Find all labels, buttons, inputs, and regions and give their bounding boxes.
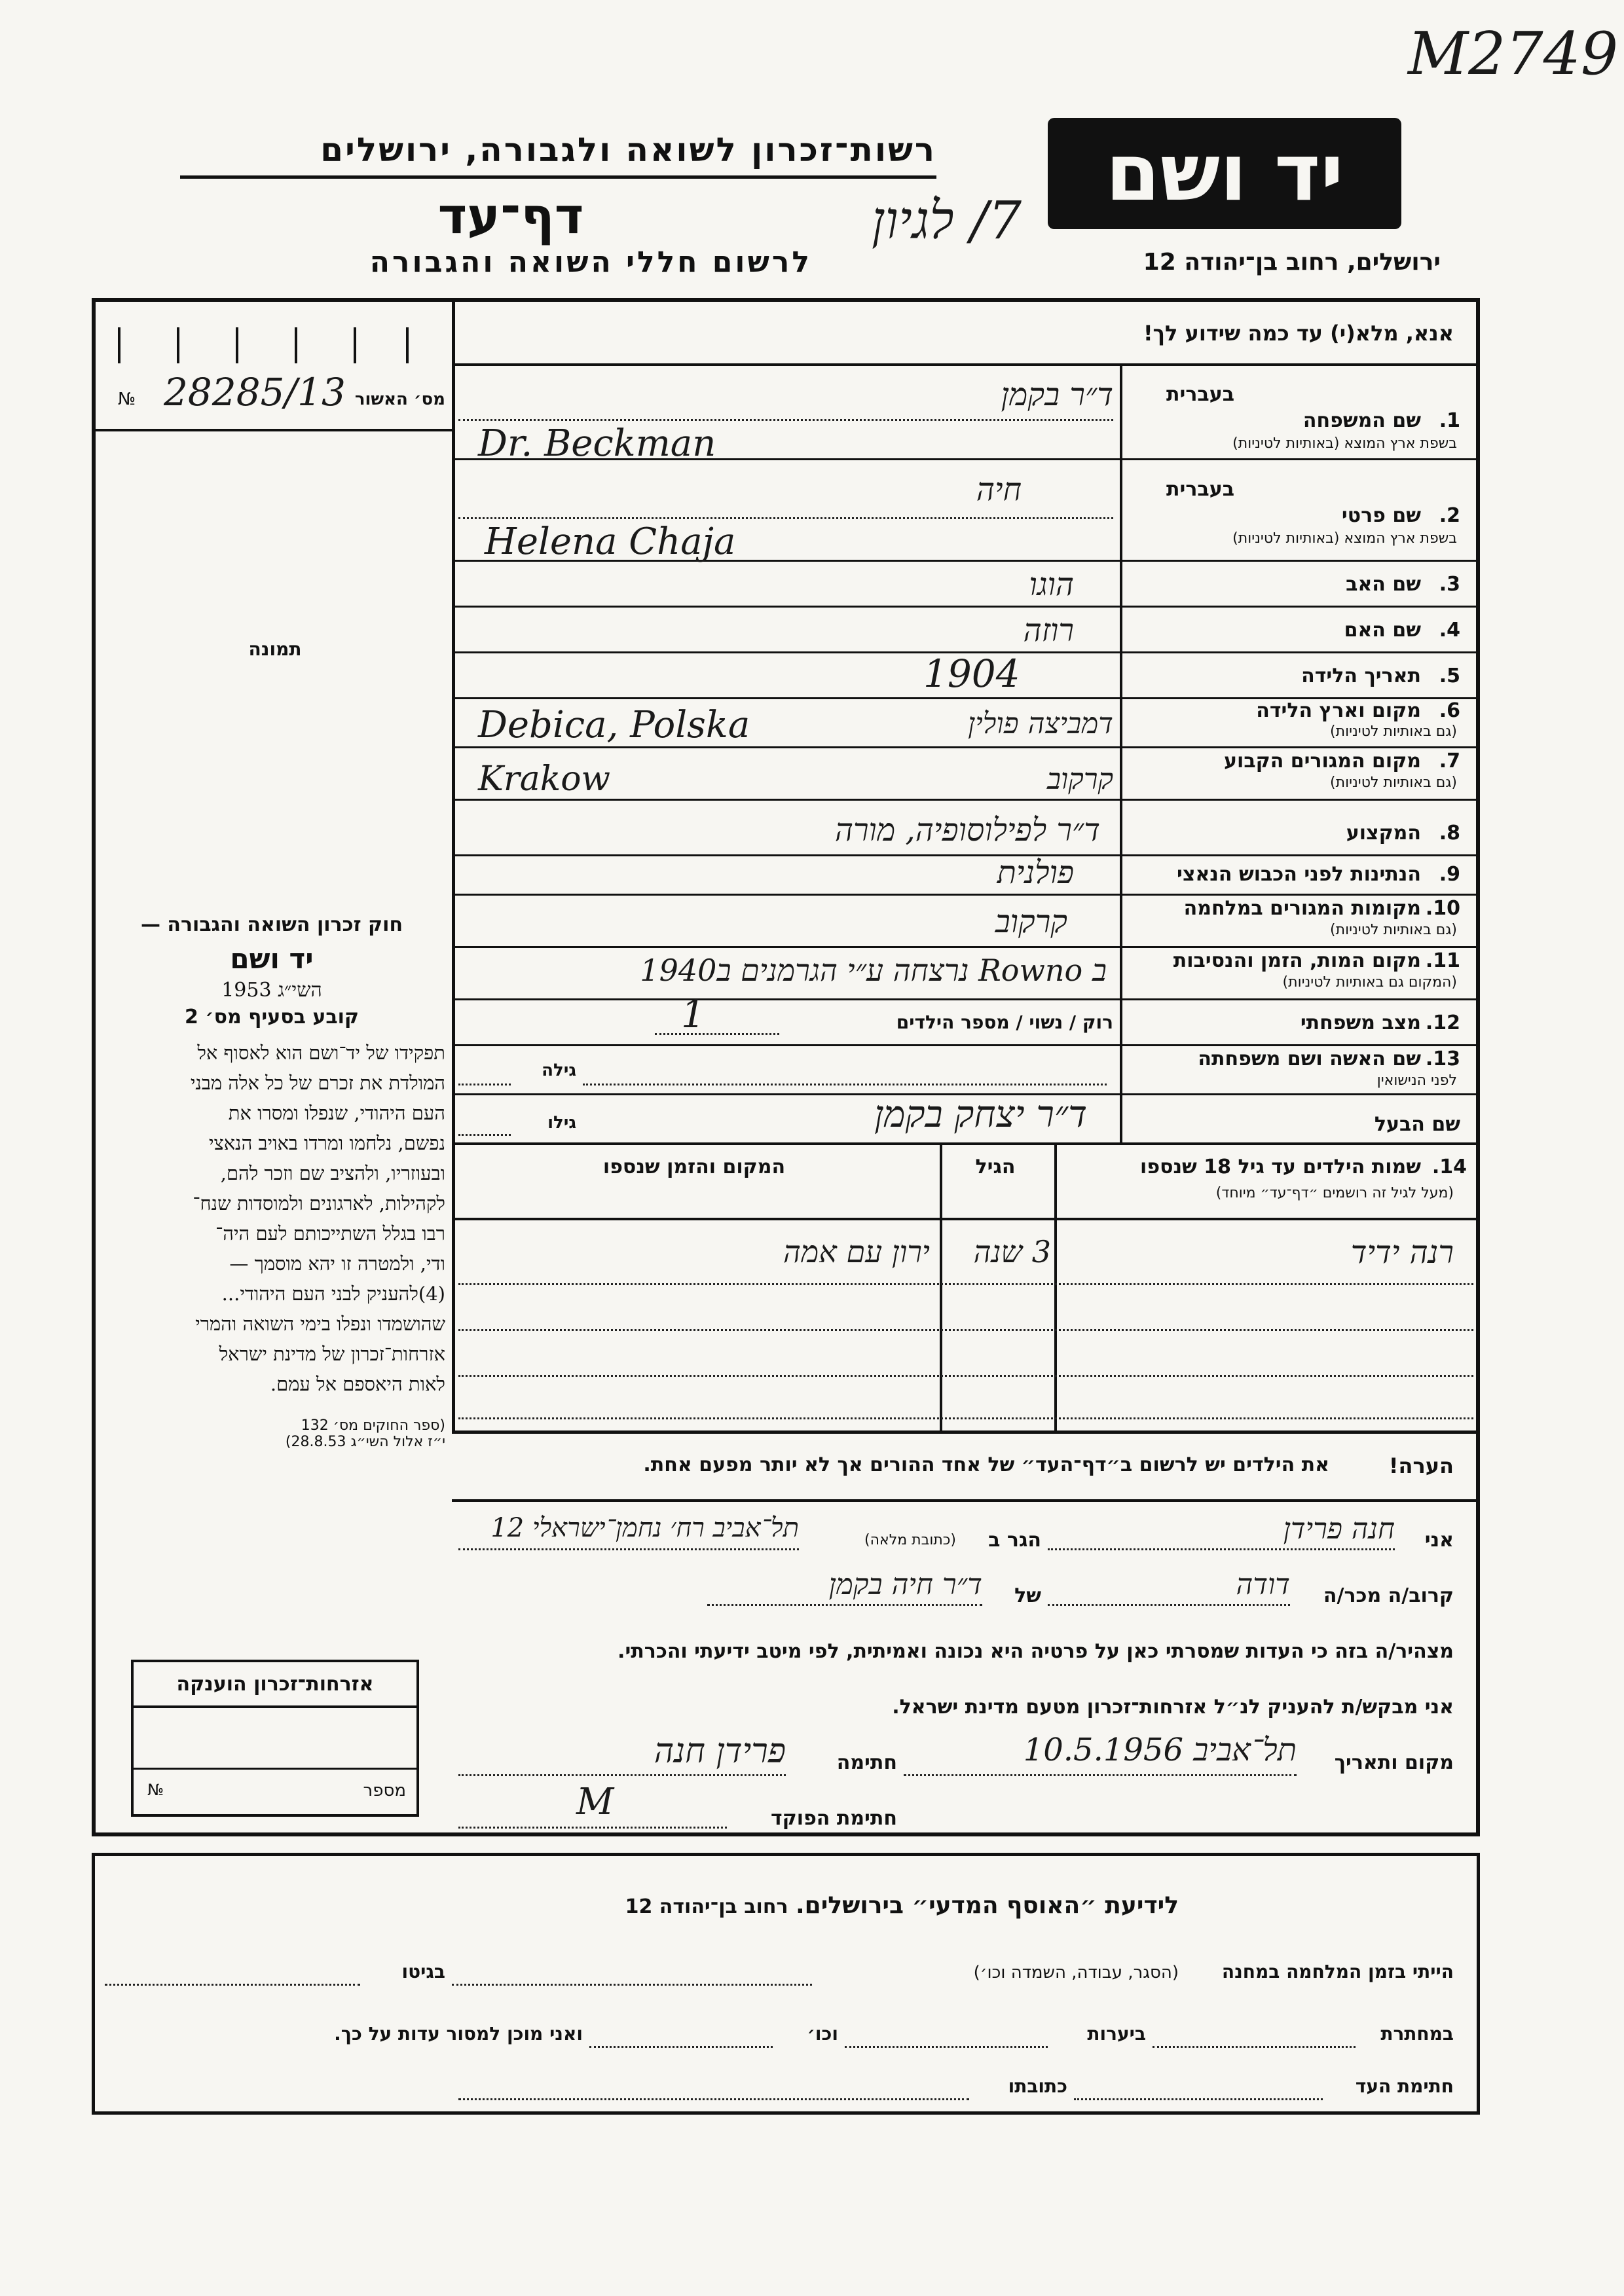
law-line: לקהילות, לארגונים ולמוסדות שנח־ [193, 1192, 445, 1214]
intro-rule [452, 363, 1480, 366]
field-5-label: תאריך הלידה [1301, 665, 1421, 687]
law-line: שהושמדו ונפלו בימי השואה והמרי [195, 1313, 445, 1335]
field-6-label: מקום וארץ הלידה [1256, 699, 1421, 722]
field-husband-value[interactable]: ד״ר יצחק בקמן [874, 1093, 1087, 1136]
bottom-line2-b-dots[interactable] [845, 2046, 1048, 2048]
field-2-sub: בשפת ארץ המוצא (באותיות לטיניות) [1232, 530, 1457, 547]
row-sep-6 [452, 746, 1480, 748]
law-line: העם היהודי, שנפלו ומסרו את [228, 1102, 445, 1124]
bottom-line2-a: במחתרת [1380, 2023, 1454, 2045]
citizenship-box-title: אזרחות־זכרון הוענקה [176, 1673, 374, 1696]
row-sep-11 [452, 998, 1480, 1000]
field-5-value[interactable]: 1904 [923, 651, 1020, 696]
field-13-label: שם האשה ושם משפחתה [1198, 1048, 1421, 1070]
law-year-heb: השי״ג [278, 979, 322, 1002]
children-title: שמות הילדים עד גיל 18 שנספו [1140, 1156, 1421, 1178]
field-7-label: מקום המגורים הקבוע [1224, 750, 1421, 773]
field-2-heb-value[interactable]: חיה [976, 471, 1022, 508]
field-13-age-dots [458, 1084, 511, 1085]
decl-relation[interactable]: דודה [1236, 1568, 1290, 1601]
field-6-sub: (גם באותיות לטיניות) [1330, 723, 1457, 740]
photo-label: תמונה [248, 638, 302, 660]
field-9-num: 9. [1439, 863, 1460, 886]
header-rule [180, 175, 936, 179]
law-line: המולדת את זכרם של כל אלה מבני [190, 1072, 445, 1094]
field-9-label: הנתינות לפני הכבוש הנאצי [1177, 863, 1421, 886]
note-bottom-rule [452, 1499, 1480, 1502]
field-4-value[interactable]: רוזה [1023, 612, 1074, 649]
law-line: לאות היאספם אל עמם. [270, 1373, 445, 1395]
row-sep-9 [452, 894, 1480, 896]
decl-resides: הגר ב [988, 1529, 1041, 1552]
field-label-divider [1120, 363, 1122, 1142]
children-col-divider-1 [1054, 1142, 1057, 1430]
children-row-3-line [458, 1375, 1473, 1377]
law-line: ודי, ולמטרה זו יהא מוסמך — [229, 1252, 445, 1275]
field-12-label: מצב משפחתי [1300, 1011, 1421, 1034]
bottom-line3-b: כתובתו [1008, 2075, 1067, 2097]
field-7-sub: (גם באותיות לטיניות) [1330, 774, 1457, 791]
field-husband-age-label: גילו [547, 1113, 576, 1133]
field-6-num: 6. [1439, 699, 1460, 722]
intro-text: אנא, מלא(י) עד כמה שידוע לך! [1143, 321, 1454, 346]
children-row-1-line [458, 1283, 1473, 1285]
row-sep-3 [452, 606, 1480, 608]
children-col-age: הגיל [975, 1156, 1016, 1178]
children-col-place: המקום והזמן שנספו [602, 1156, 786, 1178]
approval-label: מס׳ האשור [354, 390, 445, 409]
children-sub: (מעל לגיל זה רושמים ״דף־עד״ מיוחד) [1215, 1185, 1454, 1201]
law-line: (4)להעניק לבני העם היהודי... [221, 1283, 445, 1305]
field-13-sub: לפני הנישואין [1376, 1072, 1457, 1089]
field-13-num: 13. [1425, 1048, 1460, 1070]
left-column-divider [452, 298, 455, 1430]
note-label: הערה! [1388, 1453, 1454, 1478]
bottom-line2-b: ביערות [1087, 2023, 1146, 2045]
field-10-sub: (גם באותיות לטיניות) [1330, 922, 1457, 938]
field-7-heb-value[interactable]: קרקוב [1046, 763, 1113, 796]
bottom-line1-hint: (הסגר, עבודה, השמדה וכו׳) [973, 1963, 1179, 1982]
row-sep-7 [452, 799, 1480, 801]
approval-ticks [98, 314, 445, 367]
field-6-value[interactable]: Debica, Polska [478, 704, 750, 746]
approval-number[interactable]: 28285/13 [164, 370, 346, 414]
law-ref-1: (ספר החוקים מס׳ 132 [301, 1417, 445, 1434]
field-4-label: שם האם [1344, 619, 1421, 642]
bottom-line2-c: וכו׳ [807, 2023, 838, 2045]
decl-ani: אני [1424, 1529, 1454, 1552]
law-line: תפקידו של יד־ושם הוא לאסוף אל [197, 1042, 445, 1064]
decl-relation-dots [1048, 1604, 1290, 1606]
decl-officer-label: חתימת הפוקד [771, 1807, 897, 1830]
bottom-line1-ghetto-dots[interactable] [105, 1984, 360, 1986]
citizenship-box-rule [131, 1705, 419, 1708]
approval-no-mark: № [118, 390, 136, 409]
field-11-num: 11. [1425, 949, 1460, 972]
bottom-line3-a-dots[interactable] [1074, 2098, 1323, 2100]
law-section: קובע בסעיף מס׳ 2 [184, 1006, 360, 1029]
law-year-row [98, 979, 445, 1002]
decl-request: אני מבקש/ת להעניק לנ״ל אזרחות־זכרון מטעם מדינת ישראל. [892, 1696, 1454, 1719]
decl-of-label: של [1014, 1584, 1041, 1607]
decl-declarant-dots [1048, 1548, 1395, 1550]
children-col-divider-2 [940, 1142, 942, 1430]
decl-signature[interactable]: פרידן חנה [654, 1732, 786, 1771]
citizenship-box-divider [131, 1768, 419, 1770]
field-1-sub: בשפת ארץ המוצא (באותיות לטיניות) [1232, 435, 1457, 452]
field-husband-age-dots [458, 1134, 511, 1136]
decl-of-dots [707, 1604, 982, 1606]
field-10-num: 10. [1425, 897, 1460, 920]
field-1-heb-tag: בעברית [1166, 383, 1234, 406]
law-name: יד ושם [230, 943, 314, 975]
law-line: אזרחות־זכרון של מדינת ישראל [219, 1343, 445, 1365]
field-3-num: 3. [1439, 573, 1460, 596]
decl-statement: מצהיר/ה בזה כי העדות שמסרתי כאן על פרטיה היא נכונה ואמיתית, לפי מיטב ידיעתי והכרתי. [618, 1640, 1454, 1663]
decl-signature-dots [458, 1774, 786, 1776]
corner-handwritten-number: M2749 [1408, 20, 1619, 88]
law-line: רבו בגלל השתייכותם לעם היה־ [215, 1222, 445, 1245]
children-row-1-place[interactable]: ירון עם אמה [783, 1234, 930, 1269]
field-6-heb-value[interactable]: דמביצה פולין [968, 707, 1113, 740]
field-5-num: 5. [1439, 665, 1460, 687]
bottom-title: לידיעת ״האוסף המדעי״ בירושלים. [795, 1892, 1179, 1919]
field-husband-label: שם הבעל [1374, 1113, 1460, 1136]
law-line: נפשם, נלחמו ומרדו באויב הנאצי [208, 1132, 445, 1154]
field-1-num: 1. [1439, 409, 1460, 432]
children-row-1-age[interactable]: 3 שנה [973, 1234, 1051, 1269]
form-title: דף־עד [437, 187, 584, 245]
field-7-num: 7. [1439, 750, 1460, 773]
bottom-line1-dots[interactable] [452, 1984, 812, 1986]
decl-declarant[interactable]: חנה פרידן [1283, 1512, 1395, 1546]
field-1-latin-value[interactable]: Dr. Beckman [478, 422, 716, 465]
bottom-line2-a-dots[interactable] [1153, 2046, 1356, 2048]
bottom-address: רחוב בן־יהודה 12 [625, 1895, 788, 1918]
address: ירושלים, רחוב בן־יהודה 12 [1143, 249, 1441, 276]
yad-vashem-logo: יד ושם [1048, 118, 1401, 229]
decl-address-dots [458, 1548, 799, 1550]
decl-address[interactable]: תל־אביב רח׳ נחמן־ישראלי 12 [490, 1513, 799, 1543]
row-sep-14 [452, 1142, 1480, 1145]
decl-signature-label: חתימה [836, 1751, 897, 1774]
decl-of-value[interactable]: ד״ר חיה בקמן [828, 1568, 982, 1601]
children-row-4-line [458, 1417, 1473, 1419]
field-4-num: 4. [1439, 619, 1460, 642]
field-11-label: מקום המות, הזמן והנסיבות [1173, 949, 1421, 972]
row-sep-10 [452, 946, 1480, 948]
citizenship-box-no-mark: № [147, 1781, 164, 1799]
law-body [98, 1038, 445, 1399]
field-11-value[interactable]: ב Rowno נרצחה ע״י הגרמנים ב1940 [640, 953, 1107, 988]
field-2-label: שם פרטי [1341, 504, 1421, 527]
decl-officer-dots [458, 1827, 727, 1829]
field-8-num: 8. [1439, 822, 1460, 845]
field-10-value[interactable]: קרקוב [995, 903, 1067, 940]
law-line: ובעוזריו, ולהציב שם וזכר להם, [220, 1162, 445, 1184]
law-heading: חוק זכרון השואה והגבורה — [140, 913, 403, 936]
field-1-label: שם המשפחה [1302, 409, 1421, 432]
field-9-value[interactable]: פולנית [997, 854, 1074, 891]
bottom-line1-start: הייתי בזמן המלחמה במחנה [1221, 1961, 1454, 1982]
decl-place-date-label: מקום ותאריך [1334, 1751, 1454, 1774]
field-11-sub: (המקום גם באותיות לטיניות) [1282, 974, 1457, 991]
bottom-line1-end: בגיטו [401, 1961, 445, 1982]
children-row-1-name[interactable]: רנה ידיד [1350, 1234, 1454, 1271]
decl-address-hint: (כתובת מלאה) [864, 1532, 956, 1548]
row1-inner-dots [458, 419, 1113, 421]
bottom-line2-c-dots[interactable] [589, 2046, 773, 2048]
citizenship-box-number-label: מספר [363, 1781, 406, 1800]
field-12-options: רוק / נשוי / מספר הילדים [896, 1011, 1113, 1033]
row2-inner-dots [458, 517, 1113, 519]
approval-rule [92, 429, 452, 431]
bottom-title-row [458, 1892, 1179, 1919]
children-header-rule [452, 1218, 1480, 1220]
law-year: 1953 [221, 979, 272, 1002]
field-8-label: המקצוע [1346, 822, 1421, 845]
field-2-num: 2. [1439, 504, 1460, 527]
field-1-heb-value[interactable]: ד״ר בקמן [1001, 376, 1113, 413]
law-sidebar [98, 913, 445, 1450]
decl-officer-sig[interactable]: M [576, 1781, 614, 1823]
field-3-label: שם האב [1346, 573, 1421, 596]
bottom-line2-d: ואני מוכן למסור עדות על כך. [334, 2023, 583, 2045]
note-top-rule [452, 1430, 1480, 1434]
decl-place-date-dots [904, 1774, 1297, 1776]
field-10-label: מקומות המגורים במלחמה [1183, 897, 1421, 920]
form-subtitle: לרשום חללי השואה והגבורה [369, 246, 812, 279]
field-13-age-label: גילה [542, 1061, 576, 1080]
bottom-line3-b-dots[interactable] [458, 2098, 969, 2100]
decl-place-date[interactable]: תל־אביב 10.5.1956 [1023, 1732, 1297, 1768]
header-handwritten-note: 7/ לגיון [872, 190, 1022, 251]
row-sep-12 [452, 1044, 1480, 1046]
field-2-heb-tag: בעברית [1166, 478, 1234, 501]
authority-line: רשות־זכרון לשואה ולגבורה, ירושלים [320, 131, 936, 169]
field-12-num: 12. [1425, 1011, 1460, 1034]
decl-relation-label: קרוב/ה מכר/ה [1323, 1584, 1454, 1607]
children-num: 14. [1431, 1156, 1467, 1178]
bottom-line3-a: חתימת העד [1355, 2075, 1454, 2097]
law-ref-2: י״ז אלול השי״ג 28.8.53) [285, 1434, 445, 1450]
field-13-dots [583, 1084, 1107, 1085]
children-row-2-line [458, 1329, 1473, 1331]
field-12-children-dots [655, 1033, 779, 1035]
field-12-children-count[interactable]: 1 [681, 992, 705, 1036]
field-7-value[interactable]: Krakow [478, 759, 611, 799]
note-text: את הילדים יש לרשום ב״דף־העד״ של אחד ההורים אך לא יותר מפעם אחת. [643, 1453, 1329, 1476]
field-3-value[interactable]: הוגו [1029, 566, 1074, 603]
field-8-value[interactable]: ד״ר לפילוסופיה, מורה [834, 812, 1100, 848]
field-2-latin-value[interactable]: Helena Chaja [485, 520, 736, 563]
